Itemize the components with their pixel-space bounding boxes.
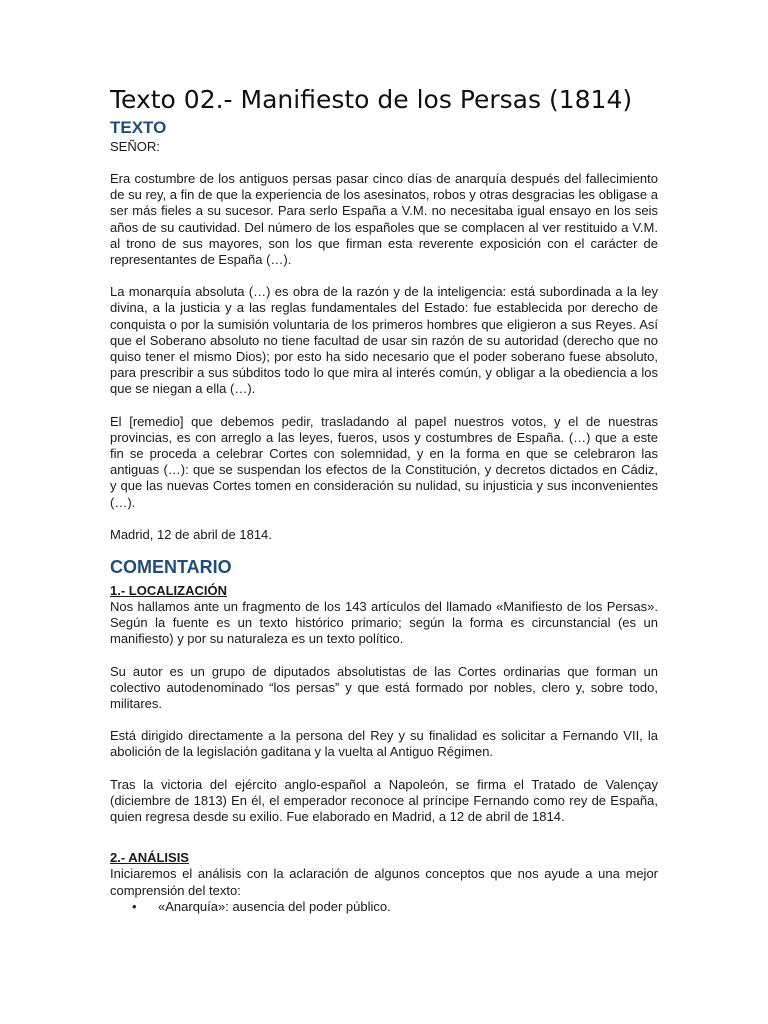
localizacion-paragraph-4: Tras la victoria del ejército anglo-español a Napoleón, se firma el Tratado de Valençay (diciembre de 1813) En él, el emperador reconoce al príncipe Fernando como rey de España, quien regresa desde su exilio. Fue elaborado en Madrid, a 12 de abril de 1814. [110,776,658,825]
analisis-concept-list [110,899,658,915]
bullet-icon: • [132,898,137,914]
analisis-intro: Iniciaremos el análisis con la aclaración de algunos conceptos que nos ayude a una mejor comprensión del texto: [110,866,658,898]
text-paragraph-3: El [remedio] que debemos pedir, trasladando al papel nuestros votos, y el de nuestras provincias, es con arreglo a las leyes, fueros, usos y costumbres de España. (…) que a este fin se proceda a celebrar Cortes con solemnidad, y en la forma en que se celebraron las antiguas (…): que se suspendan los efectos de la Constitución, y decretos dictados en Cádiz, y que las nuevas Cortes tomen en consideración su nulidad, su injusticia y sus inconvenientes (…). [110,413,658,510]
texto-heading: TEXTO [110,118,167,137]
localizacion-heading: 1.- LOCALIZACIÓN [110,583,227,599]
list-item [132,899,658,915]
list-item-text: «Anarquía»: ausencia del poder público. [158,898,391,914]
localizacion-paragraph-1: Nos hallamos ante un fragmento de los 143 artículos del llamado «Manifiesto de los Persas». Según la fuente es un texto histórico primario; según la forma es circunstancial (es un manifiesto) y por su naturaleza es un texto político. [110,599,658,647]
localizacion-paragraph-3: Está dirigido directamente a la persona del Rey y su finalidad es solicitar a Fernando VII, la abolición de la legislación gaditana y la vuelta al Antiguo Régimen. [110,728,658,760]
document-page [110,84,658,915]
closing-date: Madrid, 12 de abril de 1814. [110,526,272,542]
analisis-heading: 2.- ANÁLISIS [110,850,189,866]
localizacion-paragraph-2: Su autor es un grupo de diputados absolutistas de las Cortes ordinarias que forman un colectivo autodenominado “los persas” y que está formado por nobles, clero y, sobre todo, militares. [110,663,658,712]
text-paragraph-1: Era costumbre de los antiguos persas pasar cinco días de anarquía después del fallecimiento de su rey, a fin de que la experiencia de los asesinatos, robos y otras desgracias les obligase a ser más fieles a su sucesor. Para serlo España a V.M. no necesitaba igual ensayo en los seis años de su cautividad. Del número de los españoles que se complacen al ver restituido a V.M. al trono de sus mayores, son los que firman esta reverente exposición con el carácter de representantes de España (…). [110,171,658,268]
document-title: Texto 02.- Manifiesto de los Persas (1814) [110,85,633,114]
comentario-heading: COMENTARIO [110,557,232,578]
salutation: SEÑOR: [110,139,160,154]
text-paragraph-2: La monarquía absoluta (…) es obra de la razón y de la inteligencia: está subordinada a la ley divina, a la justicia y a las reglas fundamentales del Estado: fue establecida por derecho de conquista o por la sumisión voluntaria de los primeros hombres que eligieron a sus Reyes. Así que el Soberano absoluto no tiene facultad de usar sin razón de su autoridad (derecho que no quiso tener el mismo Dios); por esto ha sido necesario que el poder soberano fuese absoluto, para prescribir a sus súbditos todo lo que mira al interés común, y obligar a la obediencia a los que se niegan a ella (…). [110,284,658,397]
